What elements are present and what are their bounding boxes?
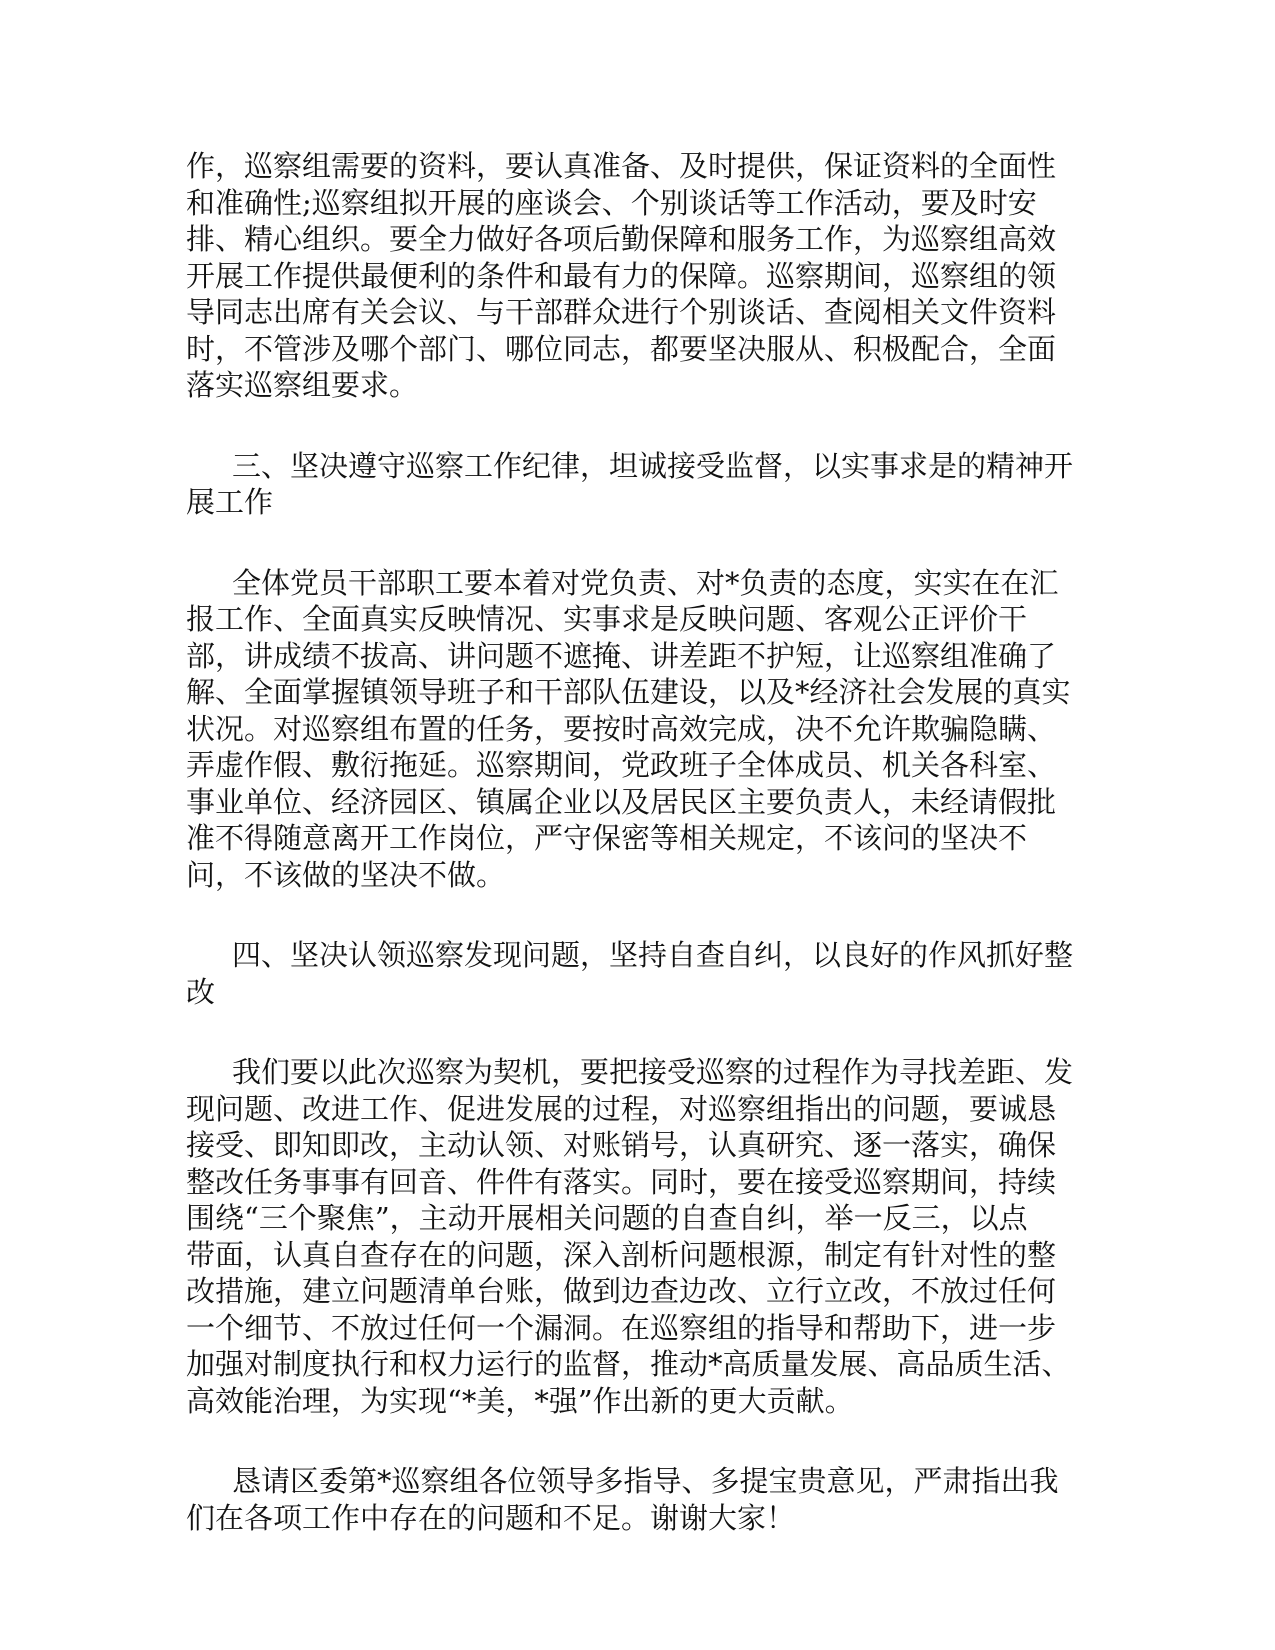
text-line: 时，不管涉及哪个部门、哪位同志，都要坚决服从、积极配合，全面 (186, 331, 1057, 366)
body-text (186, 148, 1086, 1536)
text-line: 排、精心组织。要全力做好各项后勤保障和服务工作，为巡察组高效 (186, 222, 1057, 256)
section-heading-three (186, 448, 1086, 521)
paragraph-work-cooperation (186, 148, 1086, 404)
text-line: 报工作、全面真实反映情况、实事求是反映问题、客观公正评价干 (186, 602, 1028, 636)
paragraph-rectification (186, 1054, 1086, 1419)
text-line: 一个细节、不放过任何一个漏洞。在巡察组的指导和帮助下，进一步 (186, 1310, 1057, 1345)
paragraph-closing (186, 1463, 1086, 1536)
text-line: 带面，认真自查存在的问题，深入剖析问题根源，制定有针对性的整 (186, 1237, 1057, 1272)
heading-line: 三、坚决遵守巡察工作纪律，坦诚接受监督，以实事求是的精神开 (232, 448, 1074, 483)
text-line: 弄虚作假、敷衍拖延。巡察期间，党政班子全体成员、机关各科室、 (186, 748, 1057, 782)
text-line: 落实巡察组要求。 (186, 368, 419, 402)
text-line: 改措施，建立问题清单台账，做到边查边改、立行立改，不放过任何 (186, 1274, 1057, 1308)
text-line: 开展工作提供最便利的条件和最有力的保障。巡察期间，巡察组的领 (186, 258, 1057, 293)
text-line: 恳请区委第*巡察组各位领导多指导、多提宝贵意见，严肃指出我 (232, 1464, 1059, 1498)
text-line: 和准确性;巡察组拟开展的座谈会、个别谈话等工作活动，要及时安 (186, 185, 1037, 220)
text-line: 导同志出席有关会议、与干部群众进行个别谈话、查阅相关文件资料 (186, 295, 1057, 329)
text-line: 解、全面掌握镇领导班子和干部队伍建设，以及*经济社会发展的真实 (186, 675, 1071, 709)
section-heading-four (186, 937, 1086, 1010)
text-line: 作，巡察组需要的资料，要认真准备、及时提供，保证资料的全面性 (186, 149, 1057, 183)
text-line: 接受、即知即改，主动认领、对账销号，认真研究、逐一落实，确保 (186, 1128, 1057, 1162)
text-line: 问，不该做的坚决不做。 (186, 857, 506, 892)
text-line: 整改任务事事有回音、件件有落实。同时，要在接受巡察期间，持续 (186, 1164, 1057, 1199)
text-line: 事业单位、经济园区、镇属企业以及居民区主要负责人，未经请假批 (186, 784, 1057, 819)
text-line: 加强对制度执行和权力运行的监督，推动*高质量发展、高品质生活、 (186, 1347, 1071, 1381)
text-line: 围绕“三个聚焦”，主动开展相关问题的自查自纠，举一反三，以点 (186, 1201, 1028, 1235)
paragraph-discipline (186, 565, 1086, 894)
text-line: 我们要以此次巡察为契机，要把接受巡察的过程作为寻找差距、发 (232, 1055, 1074, 1089)
text-line: 状况。对巡察组布置的任务，要按时高效完成，决不允许欺骗隐瞒、 (186, 711, 1057, 746)
text-line: 们在各项工作中存在的问题和不足。谢谢大家！ (186, 1500, 796, 1535)
text-line: 高效能治理，为实现“*美，*强”作出新的更大贡献。 (186, 1383, 854, 1418)
text-line: 现问题、改进工作、促进发展的过程，对巡察组指出的问题，要诚恳 (186, 1091, 1057, 1126)
heading-line: 改 (186, 974, 216, 1009)
heading-line: 展工作 (186, 485, 274, 519)
text-line: 全体党员干部职工要本着对党负责、对*负责的态度，实实在在汇 (232, 565, 1059, 600)
text-line: 准不得随意离开工作岗位，严守保密等相关规定，不该问的坚决不 (186, 821, 1028, 855)
heading-line: 四、坚决认领巡察发现问题，坚持自查自纠，以良好的作风抓好整 (232, 938, 1074, 972)
text-line: 部，讲成绩不拔高、讲问题不遮掩、讲差距不护短，让巡察组准确了 (186, 638, 1057, 673)
